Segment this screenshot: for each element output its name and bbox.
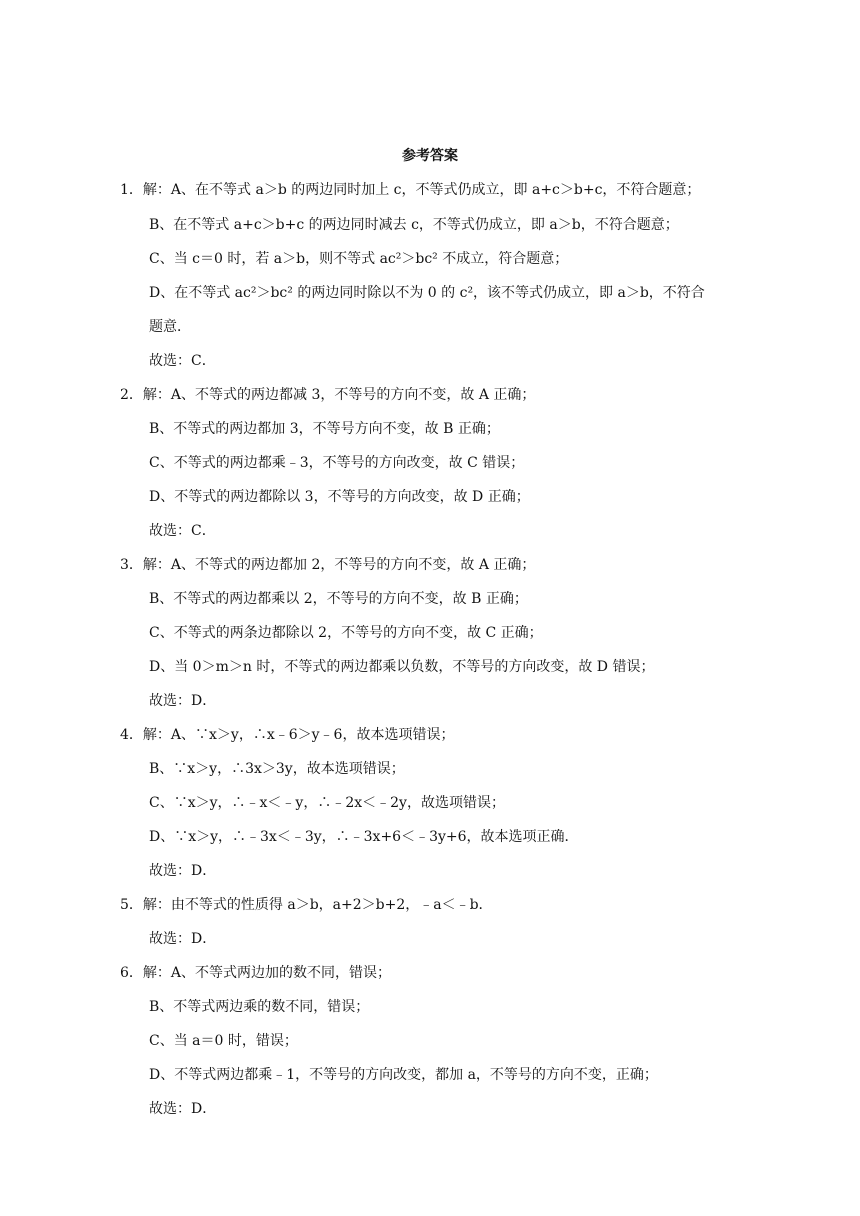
answer-choice: 故选：D． (149, 1101, 217, 1117)
answer-line-q2: 2．解：A、不等式的两边都减 3，不等号的方向不变，故 A 正确； (120, 387, 536, 403)
answer-line-q6: 6．解：A、不等式两边加的数不同，错误； (120, 965, 392, 981)
answer-line-q4: 4．解：A、∵x＞y，∴x﹣6＞y﹣6，故本选项错误； (120, 727, 455, 743)
answer-line: C、不等式的两边都乘﹣3，不等号的方向改变，故 C 错误； (149, 455, 525, 471)
answer-line-q1: 1．解：A、在不等式 a＞b 的两边同时加上 c，不等式仍成立，即 a+c＞b+c，不符合题意； (120, 182, 701, 198)
answer-line-q5: 5．解：由不等式的性质得 a＞b，a+2＞b+2，﹣a＜﹣b． (120, 897, 493, 913)
answer-line: D、不等式的两边都除以 3，不等号的方向改变，故 D 正确； (149, 489, 530, 505)
answer-line: D、∵x＞y，∴﹣3x＜﹣3y，∴﹣3x+6＜﹣3y+6，故本选项正确． (149, 829, 579, 845)
answer-choice: 故选：C． (149, 523, 216, 539)
answer-choice: 故选：C． (149, 353, 216, 369)
answer-choice: 故选：D． (149, 863, 217, 879)
answer-line: D、在不等式 ac²＞bc² 的两边同时除以不为 0 的 c²，该不等式仍成立，即 a＞b，不符合 (149, 285, 705, 301)
answer-line: B、∵x＞y，∴3x＞3y，故本选项错误； (149, 761, 405, 777)
answer-line: B、不等式两边乘的数不同，错误； (149, 999, 370, 1015)
answer-choice: 故选：D． (149, 931, 217, 947)
answer-choice: 故选：D． (149, 693, 217, 709)
page-title: 参考答案 (402, 148, 458, 164)
answer-line: B、不等式的两边都加 3，不等号方向不变，故 B 正确； (149, 421, 500, 437)
answer-line: 题意． (149, 319, 191, 335)
answer-line: D、当 0＞m＞n 时，不等式的两边都乘以负数，不等号的方向改变，故 D 错误； (149, 659, 655, 675)
answer-line-q3: 3．解：A、不等式的两边都加 2，不等号的方向不变，故 A 正确； (120, 557, 536, 573)
answer-line: D、不等式两边都乘﹣1，不等号的方向改变，都加 a，不等号的方向不变，正确； (149, 1067, 658, 1083)
answer-line: C、当 c＝0 时，若 a＞b，则不等式 ac²＞bc² 不成立，符合题意； (149, 251, 569, 267)
answer-line: B、不等式的两边都乘以 2，不等号的方向不变，故 B 正确； (149, 591, 528, 607)
answer-line: C、当 a＝0 时，错误； (149, 1033, 298, 1049)
answer-line: C、∵x＞y，∴﹣x＜﹣y，∴﹣2x＜﹣2y，故选项错误； (149, 795, 505, 811)
answer-line: B、在不等式 a+c＞b+c 的两边同时减去 c，不等式仍成立，即 a＞b，不符合题意； (149, 217, 679, 233)
answer-line: C、不等式的两条边都除以 2，不等号的方向不变，故 C 正确； (149, 625, 543, 641)
